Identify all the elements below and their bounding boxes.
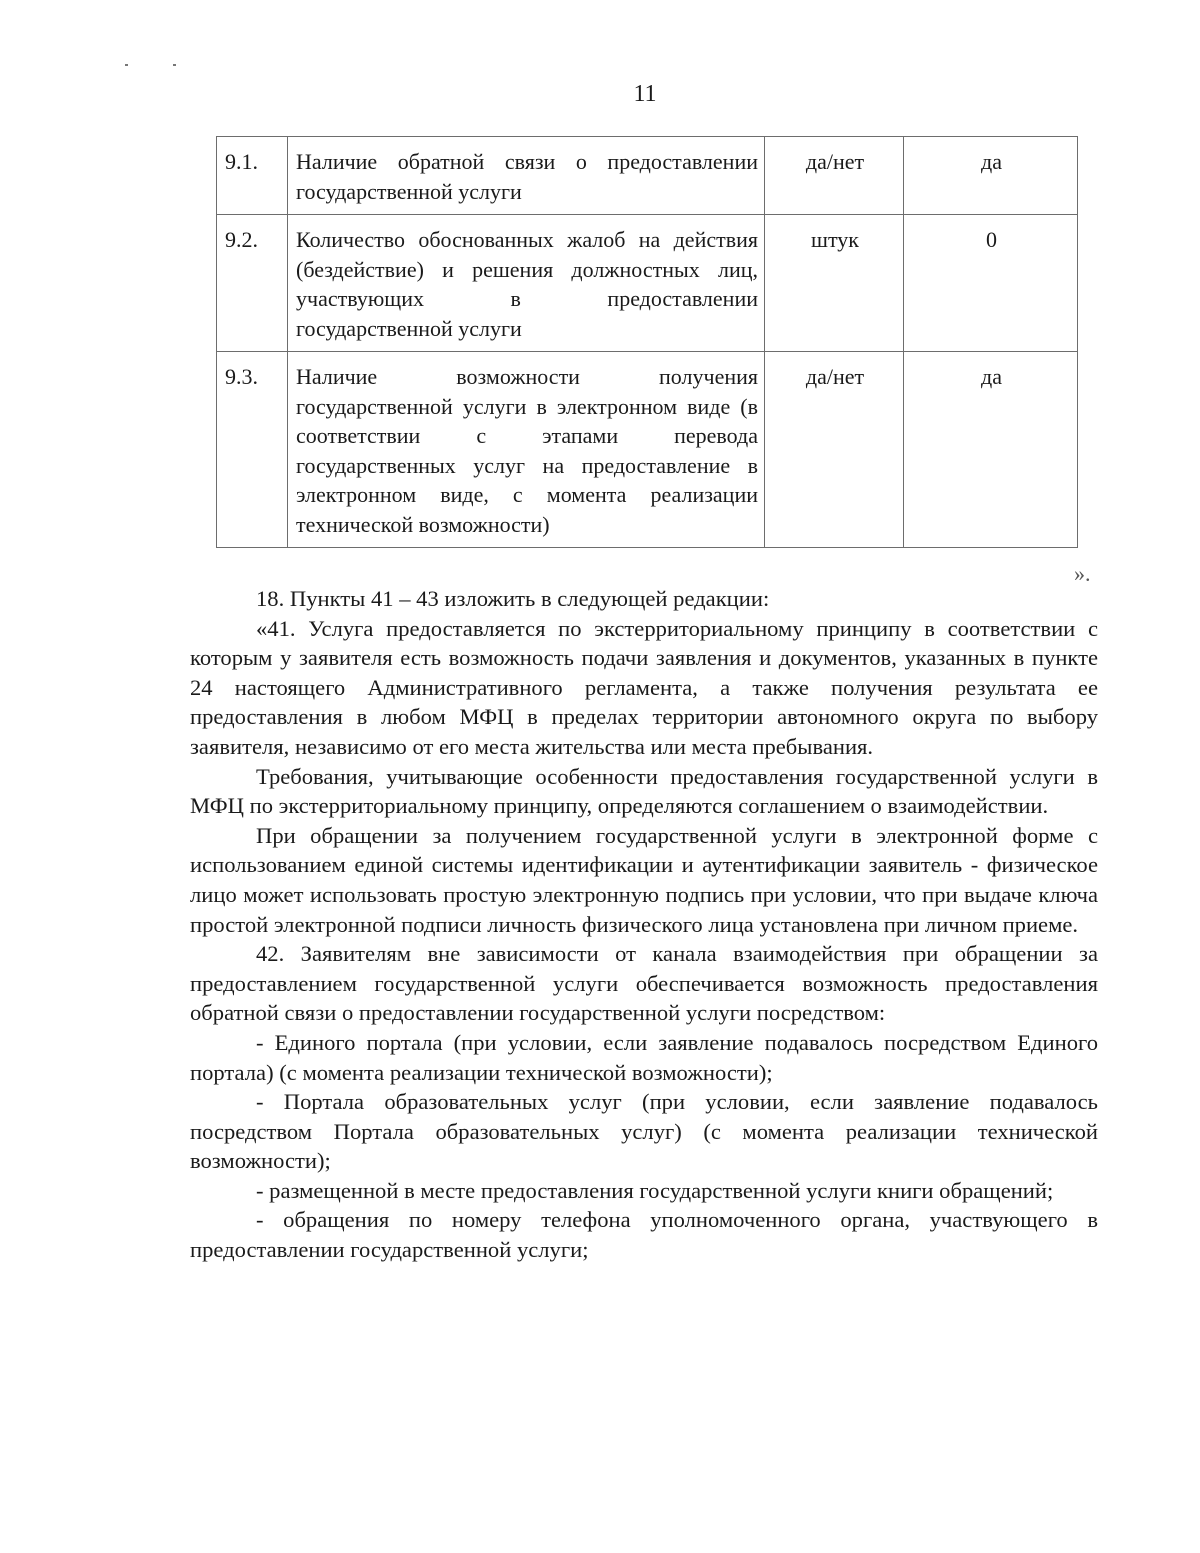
list-item-phone-call: - обращения по номеру телефона уполномоченного органа, участвующего в предоставлении государственной услуги;	[190, 1207, 1098, 1263]
indicator-name: Количество обоснованных жалоб на действия (бездействие) и решения должностных лиц, участвующих в предоставлении государственной услуги	[288, 215, 765, 352]
list-item-unified-portal: - Единого портала (при условии, если заявление подавалось посредством Единого портала) (с момента реализации технической возможности);	[190, 1029, 1098, 1085]
table-row	[217, 137, 1078, 215]
list-item-education-portal: - Портала образовательных услуг (при условии, если заявление подавалось посредством Портала образовательных услуг) (с момента реализации технической возможности);	[190, 1089, 1098, 1174]
closing-quote: ».	[1074, 561, 1091, 586]
amendment-intro-paragraph: 18. Пункты 41 – 43 изложить в следующей редакции:	[256, 586, 770, 611]
indicators-table	[216, 136, 1078, 548]
unit-of-measure: да/нет	[765, 137, 904, 215]
clause-42-paragraph: 42. Заявителям вне зависимости от канала взаимодействия при обращении за предоставлением государственной услуги обеспечивается возможность предоставления обратной связи о предоставлении государственной услуги посредством:	[190, 941, 1098, 1026]
table-row	[217, 352, 1078, 548]
indicator-value: да	[904, 137, 1078, 215]
row-number: 9.3.	[217, 352, 288, 548]
page-number: 11	[633, 81, 657, 107]
indicator-name: Наличие обратной связи о предоставлении государственной услуги	[288, 137, 765, 215]
list-item-complaint-book: - размещенной в месте предоставления государственной услуги книги обращений;	[256, 1177, 1054, 1203]
document-body	[190, 584, 1098, 1265]
scan-speck	[173, 64, 176, 66]
indicator-value: 0	[904, 215, 1078, 352]
unit-of-measure: да/нет	[765, 352, 904, 548]
unit-of-measure: штук	[765, 215, 904, 352]
clause-41-paragraph: «41. Услуга предоставляется по экстерриториальному принципу в соответствии с которым у заявителя есть возможность подачи заявления и документов, указанных в пункте 24 настоящего Административного регламента, а также получения результата ее предоставления в любом МФЦ в пределах территории автономного округа по выбору заявителя, независимо от его места жительства или места пребывания.	[190, 615, 1098, 759]
indicator-value: да	[904, 352, 1078, 548]
requirements-paragraph: Требования, учитывающие особенности предоставления государственной услуги в МФЦ по экстерриториальному принципу, определяются соглашением о взаимодействии.	[190, 763, 1098, 819]
table-row	[217, 215, 1078, 352]
electronic-signature-paragraph: При обращении за получением государственной услуги в электронной форме с использованием единой системы идентификации и аутентификации заявитель - физическое лицо может использовать простую электронную подпись при условии, что при выдаче ключа простой электронной подписи личность физического лица установлена при личном приеме.	[190, 822, 1098, 937]
indicator-name: Наличие возможности получения государственной услуги в электронном виде (в соответствии с этапами перевода государственных услуг на предоставление в электронном виде, с момента реализации технической возможности)	[288, 352, 765, 548]
row-number: 9.2.	[217, 215, 288, 352]
scan-speck	[125, 64, 128, 66]
row-number: 9.1.	[217, 137, 288, 215]
